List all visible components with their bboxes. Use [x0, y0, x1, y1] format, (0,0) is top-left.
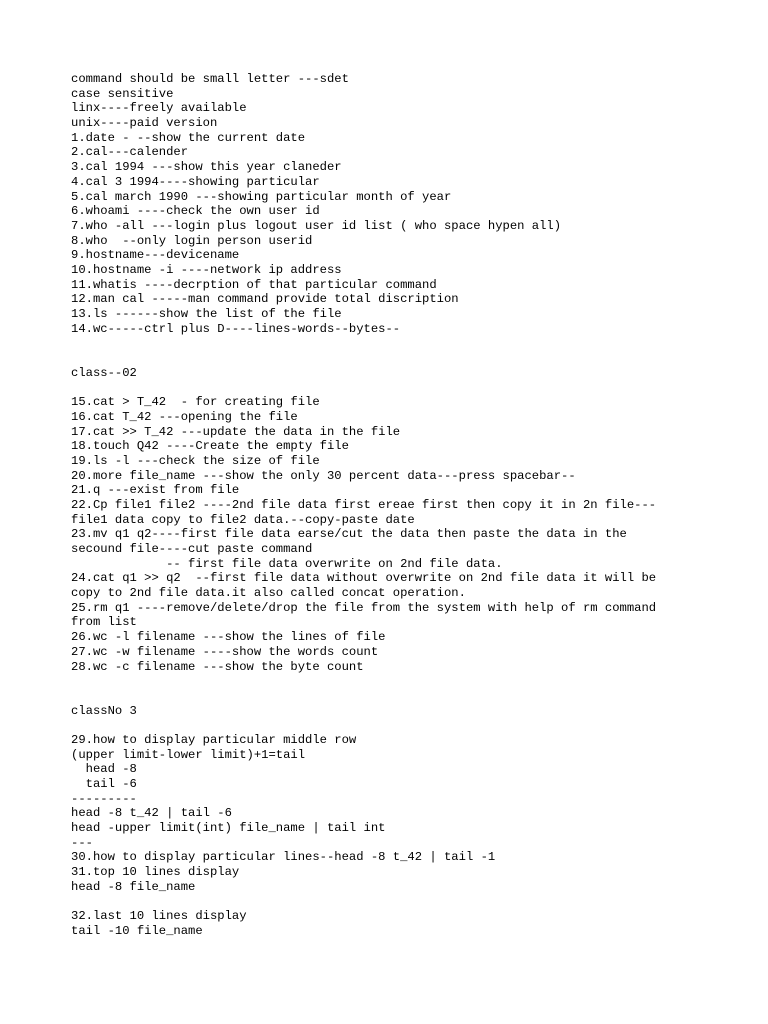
text-line: 1.date - --show the current date	[71, 130, 306, 145]
text-line: 21.q ---exist from file	[71, 483, 240, 498]
text-line: 18.touch Q42 ----Create the empty file	[71, 439, 349, 454]
text-line: head -8	[71, 762, 137, 777]
text-line: secound file----cut paste command	[71, 542, 313, 556]
text-line: class--02	[71, 365, 137, 380]
blank-line	[71, 895, 751, 910]
text-line: copy to 2nd file data.it also called concat operation.	[71, 586, 466, 601]
text-line: 9.hostname---devicename	[71, 248, 240, 263]
text-line: 12.man cal -----man command provide total discription	[71, 292, 459, 307]
blank-line	[71, 336, 751, 351]
text-line: 16.cat T_42 ---opening the file	[71, 409, 298, 424]
text-line: 17.cat >> T_42 ---update the data in the file	[71, 424, 401, 439]
text-line: unix----paid version	[71, 116, 218, 131]
text-line: 11.whatis ----decrption of that particular command	[71, 277, 437, 292]
text-line: 20.more file_name ---show the only 30 percent data---press spacebar--	[71, 468, 576, 483]
text-line: 32.last 10 lines display	[71, 909, 247, 924]
text-line: 30.how to display particular lines--head -8 t_42 | tail -1	[71, 850, 496, 865]
text-line: ---	[71, 835, 93, 850]
text-line: 8.who --only login person userid	[71, 233, 313, 248]
text-line: 4.cal 3 1994----showing particular	[71, 174, 320, 189]
text-line: head -upper limit(int) file_name | tail int	[71, 821, 386, 836]
text-line: 27.wc -w filename ----show the words count	[71, 644, 379, 659]
text-line: (upper limit-lower limit)+1=tail	[71, 747, 306, 762]
text-line: head -8 file_name	[71, 879, 196, 894]
text-line: from list	[71, 615, 137, 630]
blank-line	[71, 689, 751, 704]
document-page	[71, 72, 751, 939]
text-line: 10.hostname -i ----network ip address	[71, 262, 342, 277]
text-line: 31.top 10 lines display	[71, 865, 240, 880]
text-line: 6.whoami ----check the own user id	[71, 204, 320, 219]
text-line: 23.mv q1 q2----first file data earse/cut the data then paste the data in the	[71, 527, 627, 542]
text-line: 29.how to display particular middle row	[71, 732, 357, 747]
text-line: classNo 3	[71, 703, 137, 718]
blank-line	[71, 674, 751, 689]
text-line: 5.cal march 1990 ---showing particular month of year	[71, 189, 452, 204]
text-line: 26.wc -l filename ---show the lines of file	[71, 630, 386, 645]
blank-line	[71, 718, 751, 733]
text-line: file1 data copy to file2 data.--copy-paste date	[71, 512, 415, 527]
text-line: 25.rm q1 ----remove/delete/drop the file from the system with help of rm command	[71, 600, 657, 615]
text-line: -- first file data overwrite on 2nd file data.	[71, 556, 503, 571]
text-line: linx----freely available	[71, 101, 247, 116]
text-line: tail -6	[71, 777, 137, 791]
text-line: case sensitive	[71, 86, 174, 101]
blank-line	[71, 380, 751, 395]
text-line: 28.wc -c filename ---show the byte count	[71, 659, 364, 674]
text-line: 24.cat q1 >> q2 --first file data without overwrite on 2nd file data it will be	[71, 571, 657, 586]
text-line: ---------	[71, 791, 137, 806]
text-line: 7.who -all ---login plus logout user id list ( who space hypen all)	[71, 218, 562, 233]
text-line: 3.cal 1994 ---show this year claneder	[71, 160, 342, 175]
text-line: 15.cat > T_42 - for creating file	[71, 395, 320, 410]
text-line: 2.cal---calender	[71, 145, 189, 160]
text-line: 19.ls -l ---check the size of file	[71, 453, 320, 468]
text-line: tail -10 file_name	[71, 923, 203, 938]
text-line: command should be small letter ---sdet	[71, 72, 349, 86]
text-line: 22.Cp file1 file2 ----2nd file data first ereae first then copy it in 2n file---	[71, 497, 657, 512]
text-line: head -8 t_42 | tail -6	[71, 806, 232, 821]
text-line: 13.ls ------show the list of the file	[71, 307, 342, 321]
text-line: 14.wc-----ctrl plus D----lines-words--bytes--	[71, 321, 401, 336]
blank-line	[71, 351, 751, 366]
